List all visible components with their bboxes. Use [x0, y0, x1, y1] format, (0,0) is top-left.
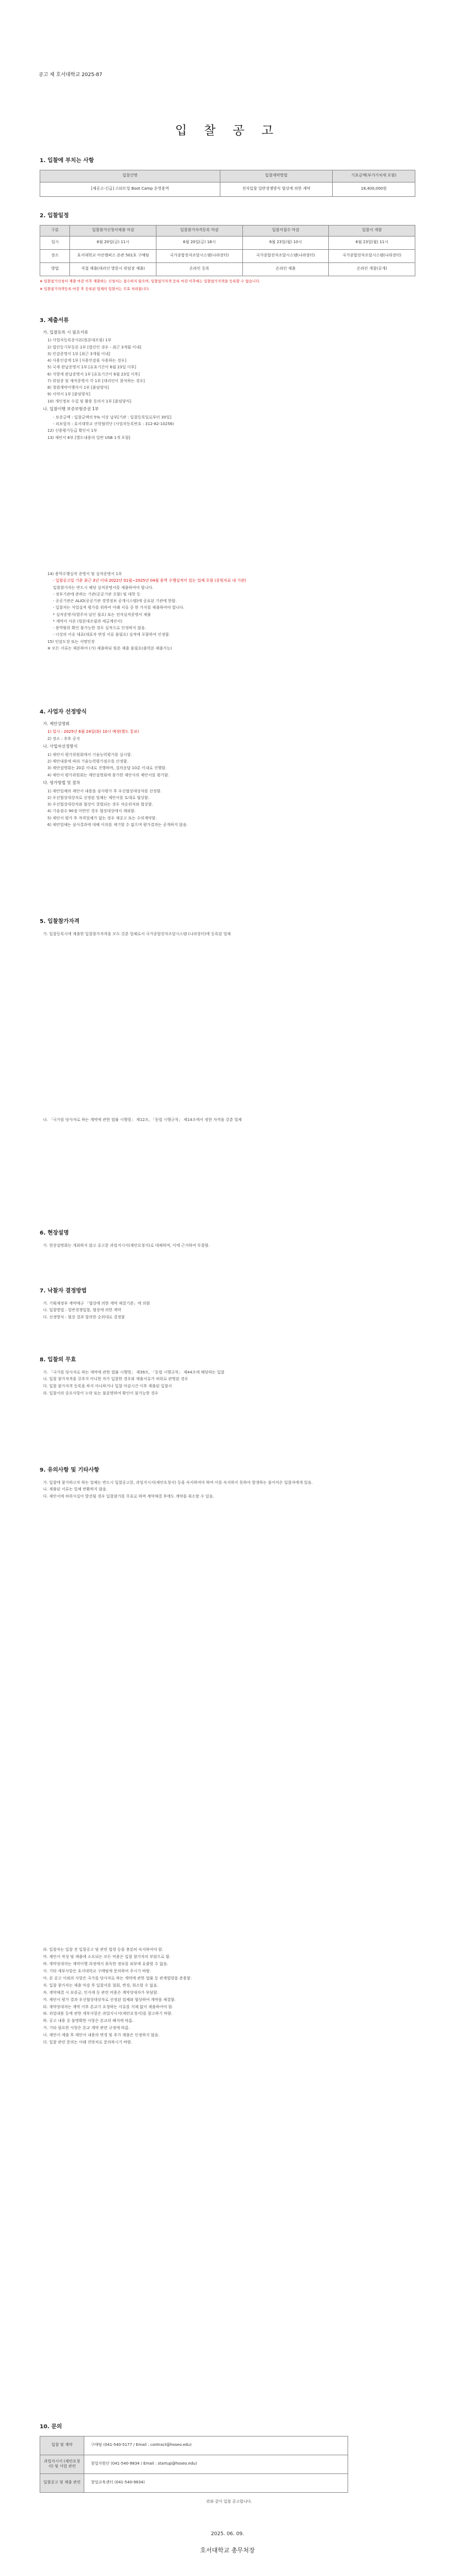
section-selection — [40, 709, 415, 828]
list-item: - 정부기관에 준하는 기관(공공기관 포함) 및 대학 등 — [53, 592, 140, 597]
table-cell: 직접 제출(대리인 방문시 위임장 제출) — [70, 262, 156, 276]
paragraph: 하. 공고 내용 중 불명확한 사항은 본교의 해석에 따름. — [43, 2019, 134, 2024]
list-item: - 용역범위 확인 불가능한 경우 실적으로 인정하지 않음. — [53, 626, 147, 630]
section-heading: 1. 입찰에 부치는 사항 — [40, 158, 94, 164]
table-cell: 온라인 개찰(공개) — [329, 262, 415, 276]
subheading: 나. 입찰이행 보증보험증권 1부 — [43, 406, 99, 411]
list-item: 1) 제안업체의 제안서 내용을 심사평가 후 우선협상대상자를 선정함. — [47, 788, 162, 793]
table-cell: 일시 — [40, 236, 70, 249]
list-item: - 입찰공고일 기준 최근 3년 이내 2022년 01월~2025년 04월 용역 수행실적이 있는 업체 포함 (증빙자료 내 기관) — [53, 578, 246, 583]
table-header: 입찰계약방법 — [220, 170, 332, 182]
section-heading: 3. 제출서류 — [40, 318, 69, 324]
list-item: 15) 인감도장 또는 서명인장 — [47, 639, 95, 644]
issue-date: 2025. 06. 09. — [210, 2531, 245, 2537]
section-eligibility — [40, 918, 415, 937]
list-item: 8) 청렴계약이행각서 1부 [붙임양식] — [47, 385, 109, 390]
page-title: 입 찰 공 고 — [175, 124, 280, 138]
notice-number: 공고 제 호서대학교 2025-87 — [39, 72, 102, 78]
schedule-note: ※ 입찰참가신청서 제출 마감 이후 제출하는 신청서는 접수하지 않으며, 입찰참가자격 등록 마감 이후에는 입찰참가자격을 등록할 수 없습니다. — [40, 278, 261, 283]
list-item: 5) 국세 완납증명서 1부 [유효기간이 6월 23일 이후] — [47, 365, 136, 370]
table-cell: [재공고-긴급] 스타트업 Boot Camp 운영용역 — [40, 182, 220, 196]
paragraph: 나. 「국가를 당사자로 하는 계약에 관한 법률 시행령」 제12조, 「동법 시행규칙」 제14조에서 정한 자격을 갖춘 업체 — [43, 1118, 242, 1122]
paragraph: 타. 계약상대자는 계약 이후 본교가 요청하는 서류를 지체 없이 제출하여야 함. — [43, 2004, 174, 2009]
table-header: 입찰건명 — [40, 170, 220, 182]
paragraph: 거. 기타 필요한 사항은 본교 계약 관련 규정에 따름. — [43, 2026, 130, 2031]
table-header: 입찰참가자격등록 마감 — [156, 225, 243, 236]
list-item: 1) 사업자등록증사본(원본대조필) 1부 — [47, 338, 112, 343]
paragraph: 가. 현장설명회는 개최하지 않고 공고문 과업지시서(제안요청서)로 대체하며, 이에 근거하여 투찰함. — [43, 1243, 210, 1248]
paragraph: 바. 계약상대자는 계약이행 과정에서 취득한 정보를 외부에 유출할 수 없음. — [43, 1961, 169, 1966]
list-item: 2) 제안내용에 따라 기술능력평가점수를 산정함. — [47, 759, 128, 764]
list-item: 3) 인감증명서 1부 [최근 3개월 이내] — [47, 351, 110, 356]
table-cell: 창업교육센터 (041-540-9834) — [84, 2473, 348, 2492]
list-item: 10) 개인정보 수집 및 활용 동의서 1부 [붙임양식] — [47, 399, 132, 404]
list-item: * 실적증명서(발주처 날인 필요) 또는 전자실적증명서 제출 — [53, 612, 151, 617]
paragraph: 나. 입찰방법 : 일반경쟁입찰, 협상에 의한 계약 — [43, 1308, 121, 1313]
section-heading: 5. 입찰참가자격 — [40, 919, 80, 925]
list-item: 3) 우선협상대상자와 협상이 결렬되는 경우 차순위자와 협상함. — [47, 802, 153, 807]
table-cell: 18,400,000원 — [333, 182, 415, 196]
table-cell: 6월 23일(월) 10시 — [242, 236, 329, 249]
list-item: 4) 기술점수 90점 미만인 경우 협상대상에서 제외함. — [47, 809, 136, 814]
list-item: 1) 제안서 평가위원회에서 기술능력평가를 실시함. — [47, 752, 132, 757]
list-item: 13) 제안서 6부 [별도내용의 일반 USB 1개 포함] — [47, 435, 131, 440]
list-item: 2) 법인등기부등본 1부 [법인인 경우 - 최근 3개월 이내] — [47, 345, 142, 350]
list-item: 6) 제안업체는 심사결과에 대해 이의를 제기할 수 없으며 평가결과는 공개하지 않음. — [47, 822, 188, 827]
paragraph: 더. 입찰 관련 문의는 아래 연락처로 문의하시기 바람. — [43, 2040, 133, 2045]
paragraph: 나. 제출된 서류는 일체 반환하지 않음. — [43, 1487, 108, 1492]
list-item: - 보증금액 : 입찰금액의 5% 이상 납부[기관 : 입찰등록일로부터 30일] — [53, 415, 172, 420]
list-item: 7) 위임장 및 재직증명서 각 1부 [대리인이 참석하는 경우] — [47, 378, 145, 383]
list-item: * 계약서 사본 (원본대조필과 세금계산서) — [53, 619, 123, 624]
section-invalid-bids — [40, 1356, 415, 1397]
paragraph: 파. 과업내용 등에 관한 세부사항은 과업지시서(제안요청서)를 참고하기 바람. — [43, 2011, 173, 2016]
section-notes-cont — [40, 1946, 415, 2046]
section-schedule — [40, 212, 415, 292]
table-header: 입찰서 개찰 — [329, 225, 415, 236]
section-heading: 10. 문의 — [40, 2424, 62, 2430]
list-item: 입찰참가자는 반드시 해당 실적증명서를 제출하여야 합니다. — [53, 585, 154, 590]
table-cell: 전자입찰 일반경쟁방식 협상에 의한 계약 — [220, 182, 332, 196]
list-item: 2) 장소 : 추후 공지 — [47, 736, 80, 741]
table-header: 입찰참가신청서제출 마감 — [70, 225, 156, 236]
table-cell: 과업지시서 (제안요청서) 및 사업 관련 — [40, 2455, 84, 2473]
list-item: 4) 사용인감계 1부 [사용인감을 사용하는 경우] — [47, 358, 127, 363]
section-heading: 7. 낙찰자 결정방법 — [40, 1288, 87, 1294]
paragraph: 라. 입찰서의 중요사항이 누락 또는 불분명하여 확인이 불가능한 경우 — [43, 1391, 159, 1396]
list-item: 5) 제안서 평가 후 적격업체가 없는 경우 재공고 또는 수의계약함. — [47, 815, 157, 820]
paragraph: 다. 선정방식 : 협상 결과 합의한 순위대로 결정함 — [43, 1315, 125, 1320]
section-heading: 4. 사업자 선정방식 — [40, 709, 87, 715]
table-cell: 온라인 제출 — [242, 262, 329, 276]
subheading: 가. 입찰등록 시 필요서류 — [43, 329, 88, 335]
paragraph: 가. 기획재정부 계약예규 「협상에 의한 계약 체결기준」에 의함 — [43, 1301, 150, 1306]
list-item: ※ 모든 서류는 제본하여 (가) 제출하되 원본 제출 불필요(출력본 제출가능) — [47, 646, 172, 651]
schedule-table — [40, 225, 415, 276]
section-notes — [40, 1467, 415, 1500]
list-item: 2) 우선협상대상자로 선정된 업체는 제안서를 토대로 협상함. — [47, 795, 150, 800]
table-header: 기초금액(부가가치세 포함) — [333, 170, 415, 182]
table-cell: 구매팀 (041-540-5177 / Email : contract@hoseo.edu) — [84, 2436, 348, 2455]
section-heading: 2. 입찰일정 — [40, 213, 69, 219]
paragraph: 사. 기타 세부사항은 호서대학교 구매팀에 문의하여 주시기 바람. — [43, 1968, 151, 1973]
table-cell: 입찰 및 계약 — [40, 2436, 84, 2455]
closing-text: 위와 같이 입찰 공고합니다. — [206, 2499, 252, 2504]
table-cell: 국가종합전자조달시스템(나라장터) — [156, 249, 243, 262]
table-cell: 국가종합전자조달시스템(나라장터) — [242, 249, 329, 262]
section-contact — [40, 2423, 415, 2505]
issuer: 호서대학교 총무처장 — [200, 2547, 255, 2554]
subheading: 가. 제안설명회 — [43, 721, 70, 726]
paragraph: 너. 제안서 제출 후 제안서 내용의 변경 및 추가 제출은 인정하지 않음. — [43, 2033, 160, 2038]
table-cell: 국가종합전자조달시스템(나라장터) — [329, 249, 415, 262]
table-cell: 온라인 등록 — [156, 262, 243, 276]
table-header: 입찰서접수 마감 — [242, 225, 329, 236]
paragraph: 라. 입찰자는 입찰 전 입찰공고 및 관련 법령 등을 충분히 숙지하여야 함. — [43, 1947, 164, 1952]
section-documents — [40, 317, 415, 441]
bid-subject-table — [40, 170, 415, 197]
section-heading: 9. 유의사항 및 기타사항 — [40, 1467, 100, 1473]
paragraph: 다. 제안서에 허위사실이 발견될 경우 입찰참가를 무효로 하며 계약체결 후에도 계약을 취소할 수 있음. — [43, 1494, 214, 1499]
paragraph: 가. 「국가를 당사자로 하는 계약에 관한 법률 시행령」 제39조, 「동법 시행규칙」 제44조에 해당하는 입찰 — [43, 1370, 225, 1375]
paragraph: 아. 본 공고 이외의 사항은 국가를 당사자로 하는 계약에 관한 법률 등 관계법령을 준용함. — [43, 1976, 192, 1981]
list-item: - 입찰자는 석업실적 평가를 위하여 아래 서류 중 한 가지를 제출하여야 합니다. — [53, 605, 185, 610]
contact-table — [40, 2436, 348, 2493]
paragraph: 가. 입찰에 참가하고자 하는 업체는 반드시 입찰공고문, 과업지시서(제안요청서) 등을 숙지하여야 하며 이를 숙지하지 못하여 발생하는 불이익은 입찰자에게 있음. — [43, 1480, 313, 1485]
section-documents-cont — [40, 571, 415, 652]
subheading: 다. 평가방법 및 절차 — [43, 780, 80, 785]
section-eligibility-cont — [40, 1117, 415, 1124]
list-item: 14) 용역수행실적 증명서 및 실적증명서 1부 — [47, 572, 122, 576]
list-item: - 너상의 이유 대표(대표자 변경 서류 불필요) 실적에 포함하여 인정함. — [53, 632, 170, 637]
table-header: 구분 — [40, 225, 70, 236]
list-item: - 피보험자 : 호서대학교 산학협력단 (사업자등록번호 : 312-82-10256) — [53, 422, 174, 426]
paragraph: 나. 입찰 참가자격을 갖추지 아니한 자가 입찰한 경우와 제출서류가 허위로 판명된 경우 — [43, 1377, 188, 1382]
table-cell: 방법 — [40, 262, 70, 276]
paragraph: 가. 입찰등록시에 제출한 입찰참가자격을 모두 갖춘 업체로서 국가종합전자조달시스템 (나라장터)에 등록된 업체 — [43, 931, 231, 936]
table-cell: 6월 20일(금) 11시 — [70, 236, 156, 249]
list-item: 6) 지방세 완납증명서 1부 [유효기간이 6월 23일 이후] — [47, 372, 140, 377]
list-item: 1) 일시 : 2025년 6월 24일(화) 10시 예정(별도 통보) — [47, 729, 139, 734]
section-heading: 6. 현장설명 — [40, 1230, 69, 1236]
list-item: - 공공기관은 ALIO(공공기관 경영정보 공개시스템)에 공표된 기관에 한함. — [53, 599, 177, 603]
table-cell: 창업지원단 (041-540-9834 / Email : startup@hoseo.edu) — [84, 2455, 348, 2473]
section-site-briefing — [40, 1230, 415, 1249]
section-heading: 8. 입찰의 무효 — [40, 1357, 77, 1363]
list-item: 4) 제안서 평가위원회는 제안설명회에 참가한 제안사의 제안서를 평가함. — [47, 772, 170, 777]
schedule-note: ※ 입찰참가자격등록 마감 후 등록된 업체의 입찰서는 무효 처리됩니다. — [40, 286, 150, 291]
table-cell: 6월 23일(월) 11시 — [329, 236, 415, 249]
list-item: 3) 제안설명회는 20분 이내로 진행하며, 질의응답 10분 이내로 진행함. — [47, 766, 167, 771]
table-cell: 6월 20일(금) 18시 — [156, 236, 243, 249]
table-cell: 장소 — [40, 249, 70, 262]
list-item: 9) 서약서 1부 [붙임양식] — [47, 392, 90, 397]
table-cell: 입찰공고 및 제출 관련 — [40, 2473, 84, 2492]
paragraph: 자. 입찰 참가자는 제출 마감 후 입찰서를 철회, 변경, 취소할 수 없음. — [43, 1983, 159, 1988]
paragraph: 마. 제안서 작성 및 제출에 소요되는 모든 비용은 입찰 참가자의 부담으로 함. — [43, 1954, 171, 1959]
paragraph: 차. 계약체결 시 보증금, 인지세 등 관련 비용은 계약상대자가 부담함. — [43, 1990, 159, 1995]
paragraph: 카. 제안서 평가 결과 우선협상대상자로 선정된 업체와 협상하여 계약을 체결함. — [43, 1997, 176, 2002]
section-award-method — [40, 1287, 415, 1321]
section-bid-subject — [40, 157, 415, 197]
table-cell: 호서대학교 아산캠퍼스 본관 501호 구매팀 — [70, 249, 156, 262]
list-item: 12) 신용평가등급 확인서 1부 — [47, 428, 98, 433]
paragraph: 다. 입찰 참가자격 등록을 하지 아니하거나 입찰 마감시간 이후 제출된 입찰서 — [43, 1384, 172, 1389]
subheading: 나. 사업자선정방식 — [43, 743, 78, 749]
